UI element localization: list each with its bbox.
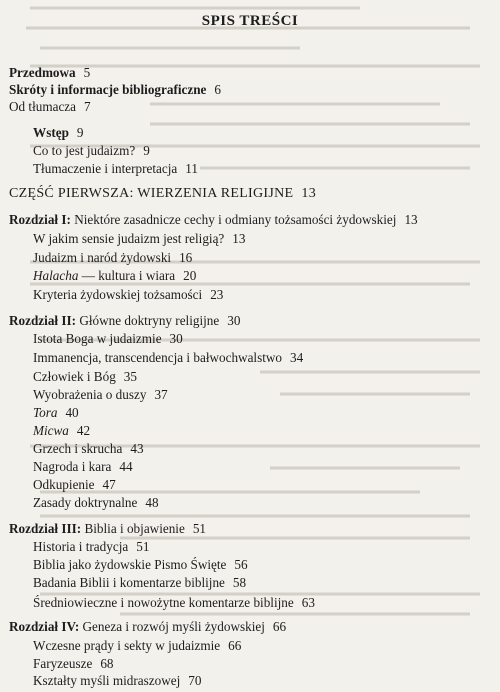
toc-entry[interactable] [33, 350, 303, 366]
toc-entry[interactable] [33, 231, 245, 247]
toc-entry[interactable] [33, 441, 144, 457]
toc-entry-page: 13 [404, 212, 418, 227]
toc-entry-page: 23 [210, 287, 224, 302]
toc-entry-page: 7 [84, 99, 91, 114]
chapter-label: Rozdział IV: [9, 619, 80, 634]
toc-chapter-heading[interactable] [9, 619, 286, 635]
toc-entry-title: Kryteria żydowskiej tożsamości [33, 287, 203, 302]
toc-entry-page: 20 [183, 268, 197, 283]
toc-entry-page: 16 [179, 250, 193, 265]
toc-entry-page: 13 [301, 186, 317, 201]
toc-entry-page: 42 [76, 423, 91, 438]
toc-entry-page: 5 [83, 65, 91, 80]
toc-entry-title: Biblia i objawienie [84, 521, 185, 536]
toc-entry-title: Skróty i informacje bibliograficzne [9, 82, 207, 97]
toc-entry-title: Tłumaczenie i interpretacja [33, 161, 178, 176]
toc-entry[interactable] [33, 331, 183, 347]
toc-entry-page: 30 [227, 313, 241, 328]
toc-entry-title: Grzech i skrucha [33, 441, 123, 456]
toc-entry[interactable] [33, 638, 241, 654]
toc-entry-title: Wstęp [33, 125, 69, 140]
toc-entry-page: 30 [169, 331, 183, 346]
toc-entry-title: Faryzeusze [33, 656, 93, 671]
toc-entry[interactable] [33, 423, 90, 439]
toc-entry-title: Średniowieczne i nowożytne komentarze biblijne [33, 595, 294, 610]
page-title: SPIS TREŚCI [201, 13, 299, 29]
chapter-label: Rozdział III: [9, 521, 82, 536]
toc-entry[interactable] [33, 387, 168, 403]
toc-entry[interactable] [33, 459, 133, 475]
toc-entry[interactable] [33, 287, 223, 303]
toc-chapter-heading[interactable] [9, 313, 240, 329]
toc-entry[interactable] [33, 495, 159, 511]
toc-chapter-heading[interactable] [9, 212, 418, 228]
toc-entry[interactable] [33, 405, 79, 421]
toc-entry-title: Człowiek i Bóg [33, 369, 116, 384]
toc-entry-title-italic: Micwa [33, 423, 69, 438]
toc-entry[interactable] [9, 65, 90, 81]
toc-entry[interactable] [9, 82, 221, 98]
toc-entry-title: Badania Biblii i komentarze biblijne [33, 575, 225, 590]
toc-entry-page: 9 [76, 125, 84, 140]
toc-entry-title-italic: Tora [33, 405, 58, 420]
toc-entry-title: Od tłumacza [9, 99, 77, 114]
toc-entry[interactable] [33, 369, 137, 385]
toc-entry-page: 51 [192, 521, 207, 536]
toc-entry-title: CZĘŚĆ PIERWSZA: WIERZENIA RELIGIJNE [9, 186, 294, 201]
toc-entry-page: 58 [232, 575, 247, 590]
toc-entry-title: Co to jest judaizm? [33, 143, 136, 158]
toc-entry-title-italic: Halacha [33, 268, 79, 283]
toc-entry-title: Immanencja, transcendencja i bałwochwalstwo [33, 350, 282, 365]
toc-entry-page: 56 [234, 557, 248, 572]
toc-entry-page: 40 [65, 405, 79, 420]
toc-entry-title: W jakim sensie judaizm jest religią? [33, 231, 225, 246]
toc-entry-page: 47 [102, 477, 116, 492]
toc-entry-title: Wyobrażenia o duszy [33, 387, 147, 402]
toc-entry-title: Niektóre zasadnicze cechy i odmiany tożsamości żydowskiej [74, 212, 397, 227]
toc-part-heading[interactable] [9, 186, 316, 202]
toc-entry-title: Odkupienie [33, 477, 95, 492]
toc-entry-page: 51 [136, 539, 150, 554]
chapter-label: Rozdział I: [9, 212, 71, 227]
toc-entry[interactable] [33, 575, 246, 591]
toc-entry-title: Biblia jako żydowskie Pismo Święte [33, 557, 227, 572]
toc-entry-page: 68 [100, 656, 114, 671]
toc-entry-page: 70 [188, 673, 202, 688]
toc-entry[interactable] [33, 161, 198, 177]
toc-entry-title: Geneza i rozwój myśli żydowskiej [82, 619, 265, 634]
toc-entry[interactable] [33, 673, 201, 689]
toc-entry-title: Zasady doktrynalne [33, 495, 138, 510]
toc-entry-page: 13 [232, 231, 246, 246]
toc-entry-title: Historia i tradycja [33, 539, 129, 554]
toc-entry[interactable] [33, 250, 192, 266]
toc-entry-page: 11 [185, 161, 198, 176]
toc-entry-title: Wczesne prądy i sekty w judaizmie [33, 638, 221, 653]
toc-section-heading[interactable] [33, 125, 84, 141]
toc-entry[interactable] [33, 539, 149, 555]
toc-entry-title: Przedmowa [9, 65, 76, 80]
chapter-label: Rozdział II: [9, 313, 77, 328]
toc-entry-page: 48 [145, 495, 159, 510]
toc-entry-title: Judaizm i naród żydowski [33, 250, 172, 265]
toc-entry[interactable] [33, 143, 150, 159]
toc-entry-page: 66 [272, 619, 287, 634]
toc-entry-page: 6 [214, 82, 222, 97]
toc-entry[interactable] [33, 656, 114, 672]
toc-entry-title: — kultura i wiara [81, 268, 176, 283]
toc-entry-page: 9 [143, 143, 150, 158]
toc-entry-page: 66 [228, 638, 242, 653]
toc-entry[interactable] [33, 595, 315, 611]
toc-entry[interactable] [33, 268, 196, 284]
toc-entry-title: Kształty myśli midraszowej [33, 673, 181, 688]
toc-entry[interactable] [33, 477, 116, 493]
toc-entry-page: 34 [290, 350, 304, 365]
toc-entry-title: Główne doktryny religijne [79, 313, 220, 328]
toc-entry-page: 44 [119, 459, 133, 474]
toc-entry-page: 35 [123, 369, 137, 384]
toc-entry[interactable] [9, 99, 91, 115]
toc-chapter-heading[interactable] [9, 521, 206, 537]
toc-entry[interactable] [33, 557, 248, 573]
toc-entry-page: 43 [130, 441, 144, 456]
toc-entry-title: Istota Boga w judaizmie [33, 331, 162, 346]
toc-entry-page: 63 [301, 595, 315, 610]
toc-entry-page: 37 [154, 387, 168, 402]
toc-entry-title: Nagroda i kara [33, 459, 112, 474]
